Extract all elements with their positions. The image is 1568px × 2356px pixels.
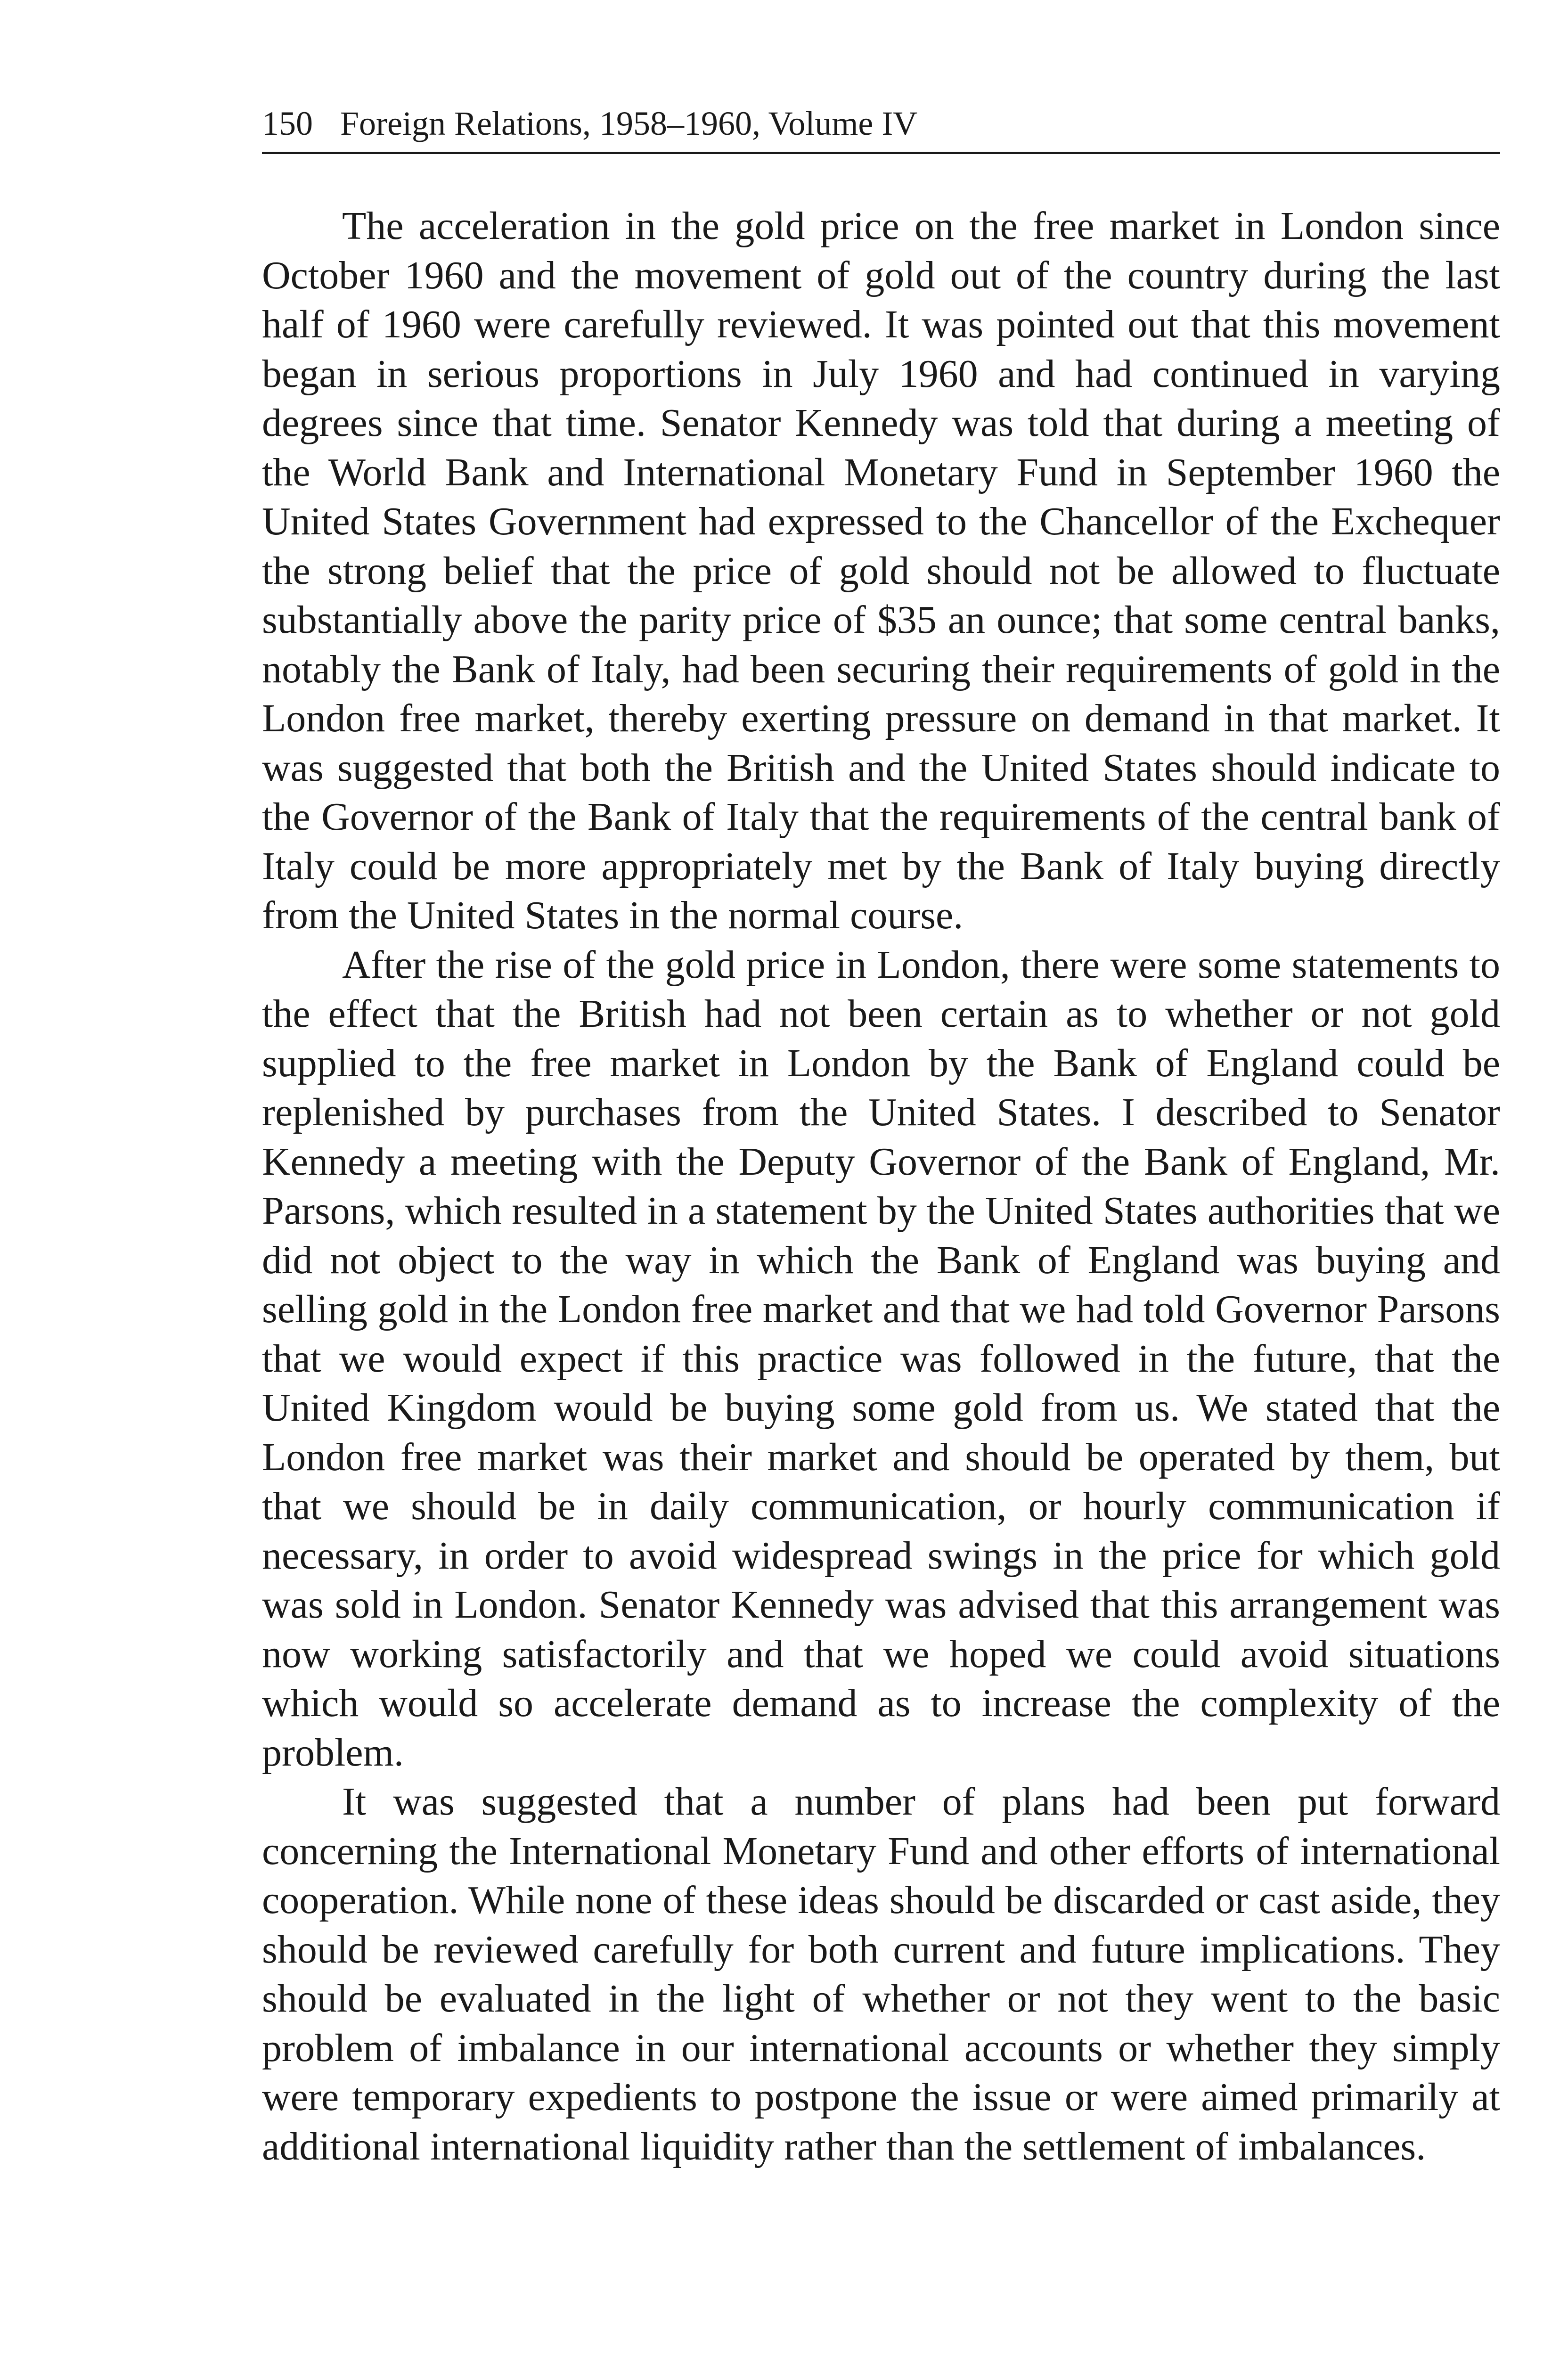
body-text <box>262 202 1500 2171</box>
paragraph-gold-price-review: The acceleration in the gold price on the free market in London since October 1960 and the movement of gold out of the country during the last half of 1960 were carefully reviewed. It was pointed out that this movement began in serious proportions in July 1960 and had continued in varying degrees since that time. Senator Kennedy was told that during a meeting of the World Bank and International Monetary Fund in September 1960 the United States Government had expressed to the Chancellor of the Exchequer the strong belief that the price of gold should not be allowed to fluctuate substantially above the parity price of $35 an ounce; that some central banks, notably the Bank of Italy, had been securing their requirements of gold in the London free market, thereby exerting pressure on demand in that market. It was suggested that both the British and the United States should indicate to the Governor of the Bank of Italy that the requirements of the central bank of Italy could be more appropriately met by the Bank of Italy buying directly from the United States in the normal course. <box>262 204 1500 937</box>
paragraph-imf-plans: It was suggested that a number of plans had been put forward concerning the International Monetary Fund and other efforts of international cooperation. While none of these ideas should be discarded or cast aside, they should be reviewed carefully for both current and future implications. They should be evaluated in the light of whether or not they went to the basic problem of imbalance in our international accounts or whether they simply were temporary expedients to postpone the issue or were aimed primarily at additional international liquidity rather than the settlement of imbalances. <box>262 1780 1500 2168</box>
page-number: 150 <box>262 105 313 142</box>
running-head <box>262 100 1500 154</box>
paragraph-bank-of-england-meeting: After the rise of the gold price in London, there were some statements to the effect that the British had not been certain as to whether or not gold supplied to the free market in London by the Bank of England could be replenished by purchases from the United States. I described to Senator Kennedy a meeting with the Deputy Governor of the Bank of England, Mr. Parsons, which resulted in a statement by the United States authorities that we did not object to the way in which the Bank of England was buying and selling gold in the London free market and that we had told Governor Parsons that we would expect if this practice was followed in the future, that the United Kingdom would be buying some gold from us. We stated that the London free market was their market and should be operated by them, but that we should be in daily communication, or hourly communication if necessary, in order to avoid widespread swings in the price for which gold was sold in London. Senator Kennedy was advised that this arrangement was now working satisfactorily and that we hoped we could avoid situations which would so accelerate demand as to increase the complexity of the problem. <box>262 942 1500 1775</box>
running-title: Foreign Relations, 1958–1960, Volume IV <box>340 105 918 142</box>
